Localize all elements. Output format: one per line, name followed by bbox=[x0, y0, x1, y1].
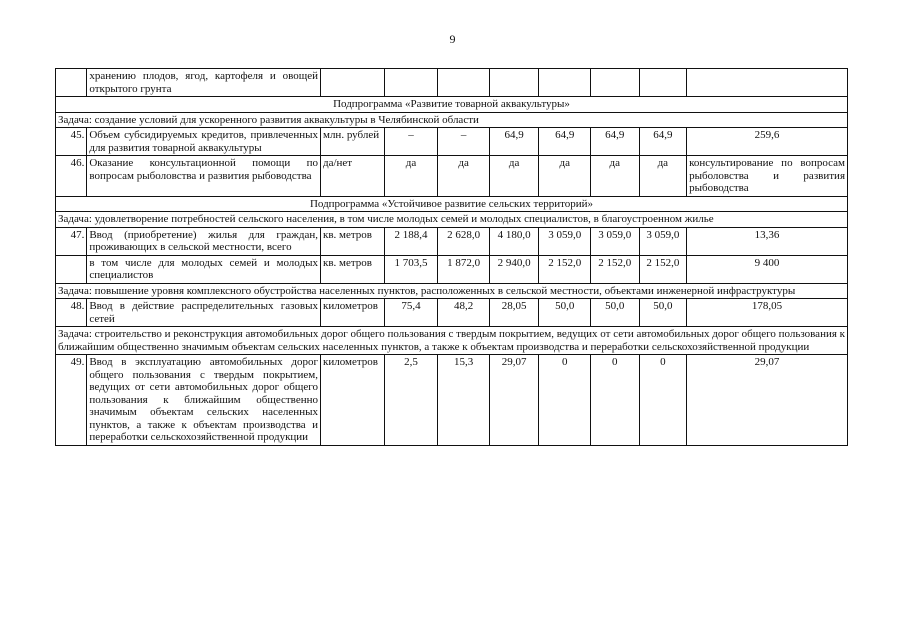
year-value-cell: 75,4 bbox=[384, 299, 438, 327]
table-row bbox=[56, 355, 848, 446]
table-row bbox=[56, 299, 848, 327]
task-description: Задача: повышение уровня комплексного обустройства населенных пунктов, расположенных в сельской местности, объектами инженерной инфраструктуры bbox=[56, 283, 848, 299]
year-value-cell: 3 059,0 bbox=[639, 227, 687, 255]
total-value-cell: 13,36 bbox=[687, 227, 848, 255]
row-number-cell: 47. bbox=[56, 227, 87, 255]
subprogram-row bbox=[56, 97, 848, 113]
year-value-cell: да bbox=[384, 156, 438, 197]
year-value-cell: 3 059,0 bbox=[539, 227, 591, 255]
task-description: Задача: строительство и реконструкция автомобильных дорог общего пользования с твердым покрытием, ведущих от сети автомобильных дорог общего пользования к ближайшим общественно значимым объектам сельских населенных пунктов, а также к объектам производства и переработки сельскохозяйственной продукции bbox=[56, 327, 848, 355]
year-value-cell: 2 152,0 bbox=[539, 255, 591, 283]
indicator-name-cell: Оказание консультационной помощи по вопросам рыболовства и развития рыбоводства bbox=[87, 156, 321, 197]
row-number-cell bbox=[56, 69, 87, 97]
row-number-cell bbox=[56, 255, 87, 283]
value-cell bbox=[687, 69, 848, 97]
year-value-cell: да bbox=[489, 156, 539, 197]
row-number-cell: 49. bbox=[56, 355, 87, 446]
indicator-name-cell: Ввод (приобретение) жилья для граждан, проживающих в сельской местности, всего bbox=[87, 227, 321, 255]
task-row bbox=[56, 283, 848, 299]
year-value-cell: 3 059,0 bbox=[591, 227, 640, 255]
value-cell bbox=[438, 69, 490, 97]
unit-cell: да/нет bbox=[320, 156, 384, 197]
indicators-table bbox=[55, 68, 848, 446]
page-number: 9 bbox=[449, 32, 456, 46]
year-value-cell: 4 180,0 bbox=[489, 227, 539, 255]
indicator-name-cell: в том числе для молодых семей и молодых специалистов bbox=[87, 255, 321, 283]
total-value-cell: 9 400 bbox=[687, 255, 848, 283]
task-description: Задача: создание условий для ускоренного развития аквакультуры в Челябинской области bbox=[56, 112, 848, 128]
year-value-cell: 2 188,4 bbox=[384, 227, 438, 255]
year-value-cell: – bbox=[438, 128, 490, 156]
value-cell bbox=[320, 69, 384, 97]
year-value-cell: – bbox=[384, 128, 438, 156]
table-row bbox=[56, 255, 848, 283]
year-value-cell: 64,9 bbox=[489, 128, 539, 156]
unit-cell: млн. рублей bbox=[320, 128, 384, 156]
value-cell bbox=[639, 69, 687, 97]
year-value-cell: да bbox=[591, 156, 640, 197]
indicator-name-cell: Ввод в действие распределительных газовых сетей bbox=[87, 299, 321, 327]
subprogram-row bbox=[56, 196, 848, 212]
year-value-cell: 15,3 bbox=[438, 355, 490, 446]
year-value-cell: 0 bbox=[539, 355, 591, 446]
year-value-cell: 50,0 bbox=[591, 299, 640, 327]
year-value-cell: 2 152,0 bbox=[639, 255, 687, 283]
value-cell bbox=[489, 69, 539, 97]
indicator-name-cell: Ввод в эксплуатацию автомобильных дорог общего пользования с твердым покрытием, ведущих от сети автомобильных дорог общего пользования к ближайшим общественно значимым объектам сельских населенных пунктов, а также к объектам производства и переработки сельскохозяйственной продукции bbox=[87, 355, 321, 446]
year-value-cell: 2 940,0 bbox=[489, 255, 539, 283]
task-description: Задача: удовлетворение потребностей сельского населения, в том числе молодых семей и молодых специалистов, в благоустроенном жилье bbox=[56, 212, 848, 228]
table-row bbox=[56, 156, 848, 197]
task-row bbox=[56, 112, 848, 128]
unit-cell: километров bbox=[320, 299, 384, 327]
year-value-cell: да bbox=[539, 156, 591, 197]
value-cell bbox=[591, 69, 640, 97]
value-cell bbox=[539, 69, 591, 97]
indicator-name-cell: Объем субсидируемых кредитов, привлеченных для развития товарной аквакультуры bbox=[87, 128, 321, 156]
total-value-cell: 178,05 bbox=[687, 299, 848, 327]
task-row bbox=[56, 212, 848, 228]
total-value-cell: 29,07 bbox=[687, 355, 848, 446]
subprogram-title: Подпрограмма «Развитие товарной аквакультуры» bbox=[56, 97, 848, 113]
row-number-cell: 48. bbox=[56, 299, 87, 327]
year-value-cell: 0 bbox=[639, 355, 687, 446]
year-value-cell: 48,2 bbox=[438, 299, 490, 327]
year-value-cell: 50,0 bbox=[539, 299, 591, 327]
value-cell bbox=[384, 69, 438, 97]
year-value-cell: 1 872,0 bbox=[438, 255, 490, 283]
unit-cell: километров bbox=[320, 355, 384, 446]
year-value-cell: 64,9 bbox=[639, 128, 687, 156]
year-value-cell: 2 152,0 bbox=[591, 255, 640, 283]
table-row bbox=[56, 128, 848, 156]
year-value-cell: 2 628,0 bbox=[438, 227, 490, 255]
indicator-name-cell: хранению плодов, ягод, картофеля и овощей открытого грунта bbox=[87, 69, 321, 97]
table-row bbox=[56, 69, 848, 97]
total-value-cell: 259,6 bbox=[687, 128, 848, 156]
year-value-cell: 64,9 bbox=[591, 128, 640, 156]
year-value-cell: 28,05 bbox=[489, 299, 539, 327]
row-number-cell: 46. bbox=[56, 156, 87, 197]
row-number-cell: 45. bbox=[56, 128, 87, 156]
year-value-cell: 64,9 bbox=[539, 128, 591, 156]
year-value-cell: 0 bbox=[591, 355, 640, 446]
subprogram-title: Подпрограмма «Устойчивое развитие сельских территорий» bbox=[56, 196, 848, 212]
unit-cell: кв. метров bbox=[320, 255, 384, 283]
year-value-cell: 50,0 bbox=[639, 299, 687, 327]
year-value-cell: да bbox=[639, 156, 687, 197]
year-value-cell: да bbox=[438, 156, 490, 197]
unit-cell: кв. метров bbox=[320, 227, 384, 255]
year-value-cell: 2,5 bbox=[384, 355, 438, 446]
year-value-cell: 1 703,5 bbox=[384, 255, 438, 283]
task-row bbox=[56, 327, 848, 355]
table-row bbox=[56, 227, 848, 255]
year-value-cell: 29,07 bbox=[489, 355, 539, 446]
total-value-cell: консультирование по вопросам рыболовства и развития рыбоводства bbox=[687, 156, 848, 197]
